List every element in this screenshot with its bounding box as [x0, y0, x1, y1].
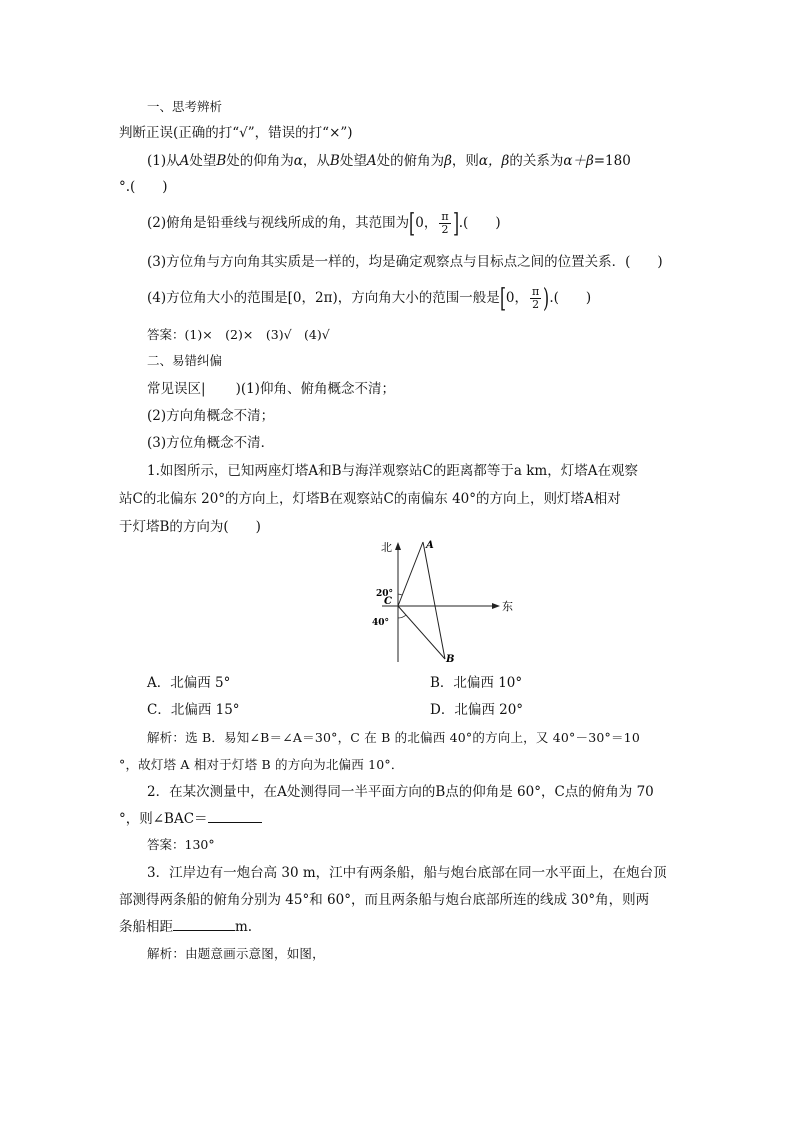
fraction-denominator: 2 — [441, 223, 449, 236]
angle-arc-40 — [398, 615, 406, 618]
problem3-line2: 部测得两条船的俯角分别为 45°和 60°，而且两条船与炮台底部所连的线成 30°角，则两 — [119, 892, 650, 908]
angle-20-label: 20° — [376, 589, 394, 599]
q1-text-b: 处望 — [189, 153, 217, 169]
question-3: (3)方位角与方向角其实质是一样的，均是确定观察点与目标点之间的位置关系．( ) — [147, 254, 663, 270]
section1-instruction: 判断正误(正确的打“√”，错误的打“×”) — [119, 125, 353, 141]
problem3-line1: 3．江岸边有一炮台高 30 m，江中有两条船，船与炮台底部在同一水平面上，在炮台顶 — [147, 865, 667, 881]
error-2: (2)方向角概念不清； — [147, 408, 275, 424]
q1-text-f: 处的俯角为 — [376, 153, 445, 169]
option-c: C．北偏西 15° — [147, 702, 240, 718]
q4-text: (4)方位角大小的范围是[0，2π)，方向角大小的范围一般是 — [147, 290, 500, 306]
q2-tail: .( ) — [458, 215, 501, 231]
fraction-numerator-2: π — [531, 285, 540, 298]
point-a-label: A — [426, 540, 434, 551]
point-b-label: B — [446, 654, 455, 665]
north-arrow-icon — [395, 542, 401, 550]
section1-answer: 答案：(1)× (2)× (3)√ (4)√ — [147, 327, 330, 342]
east-label: 东 — [502, 600, 513, 613]
problem1-line1: 1.如图所示，已知两座灯塔A和B与海洋观察站C的距离都等于a km，灯塔A在观察 — [147, 463, 638, 479]
var-b: B — [216, 153, 227, 169]
problem3-solution: 解析：由题意画示意图，如图， — [147, 946, 325, 961]
q4-interval-start: 0， — [505, 290, 528, 306]
option-b: B．北偏西 10° — [430, 675, 523, 691]
segment-ca — [398, 542, 423, 606]
problem1-solution-line2: °，故灯塔 A 相对于灯塔 B 的方向为北偏西 10°． — [119, 757, 404, 772]
point-c-label: C — [384, 596, 392, 607]
question-1 — [147, 152, 631, 170]
problem1-solution-line1: 解析：选 B．易知∠B＝∠A＝30°，C 在 B 的北偏西 40°的方向上，又 40°－30°＝10 — [147, 730, 640, 745]
section1-title: 一、思考辨析 — [147, 99, 223, 114]
q1-text-d: ，从 — [302, 153, 330, 169]
fraction-denominator-2: 2 — [532, 298, 540, 311]
q1-text-tail: =180 — [593, 153, 631, 169]
question-1-line2: °.( ) — [119, 179, 168, 195]
east-arrow-icon — [492, 603, 500, 609]
fraction-numerator: π — [441, 210, 449, 223]
problem2-line1: 2．在某次测量中，在A处测得同一半平面方向的B点的仰角是 60°，C点的俯角为 70 — [147, 784, 654, 800]
errors-label: 常见误区| — [147, 381, 206, 397]
angle-arc-20 — [398, 594, 402, 595]
option-d: D．北偏西 20° — [430, 702, 524, 718]
q1-text-e: 处望 — [339, 153, 367, 169]
problem3-line3 — [119, 918, 252, 936]
q1-text-g: ，则 — [451, 153, 479, 169]
pi-over-2-fraction-2 — [530, 286, 541, 311]
angle-40-label: 40° — [372, 618, 390, 628]
problem1-line3: 于灯塔B的方向为( ) — [119, 519, 261, 535]
var-alpha: α — [293, 153, 303, 169]
var-sum: α＋β — [563, 153, 594, 169]
option-a: A．北偏西 5° — [147, 675, 231, 691]
var-pair: α，β — [478, 153, 510, 169]
problem2-answer: 答案：130° — [147, 837, 215, 852]
problem2-line2-text: °，则∠BAC＝ — [119, 811, 208, 827]
problem1-line2: 站C的北偏东 20°的方向上，灯塔B在观察站C的南偏东 40°的方向上，则灯塔A相对 — [119, 491, 621, 507]
segment-cb — [398, 606, 445, 659]
error-1: )(1)仰角、俯角概念不清； — [235, 381, 395, 397]
question-4: (4)方位角大小的范围是[0，2π)，方向角大小的范围一般是[0， $\frac{\pi}{2}$ ).( ) — [147, 283, 592, 314]
var-a-2: A — [366, 153, 377, 169]
q2-interval-start: 0， — [415, 215, 438, 231]
answer-blank — [208, 810, 262, 823]
pi-over-2-fraction — [439, 211, 450, 236]
var-b-2: B — [329, 153, 340, 169]
section2-title: 二、易错纠偏 — [147, 353, 223, 368]
var-a: A — [179, 153, 190, 169]
north-label: 北 — [381, 541, 392, 554]
problem3-line3-tail: m. — [235, 919, 253, 935]
q1-text-a: (1)从 — [147, 153, 180, 169]
answer-blank-2 — [173, 918, 235, 931]
q4-tail: .( ) — [549, 290, 592, 306]
problem2-line2 — [119, 810, 262, 828]
var-beta: β — [444, 153, 452, 169]
problem3-line3-text: 条船相距 — [119, 919, 173, 935]
lighthouse-figure — [360, 536, 520, 668]
error-3: (3)方位角概念不清． — [147, 435, 275, 451]
question-2: (2)俯角是铅垂线与视线所成的角，其范围为[0， $\frac{\pi}{2}$ ].( ) — [147, 208, 501, 239]
common-errors — [147, 380, 395, 398]
q1-text-h: 的关系为 — [509, 153, 564, 169]
segment-ab — [423, 542, 445, 659]
q2-text: (2)俯角是铅垂线与视线所成的角，其范围为 — [147, 215, 410, 231]
q1-text-c: 处的仰角为 — [226, 153, 294, 169]
